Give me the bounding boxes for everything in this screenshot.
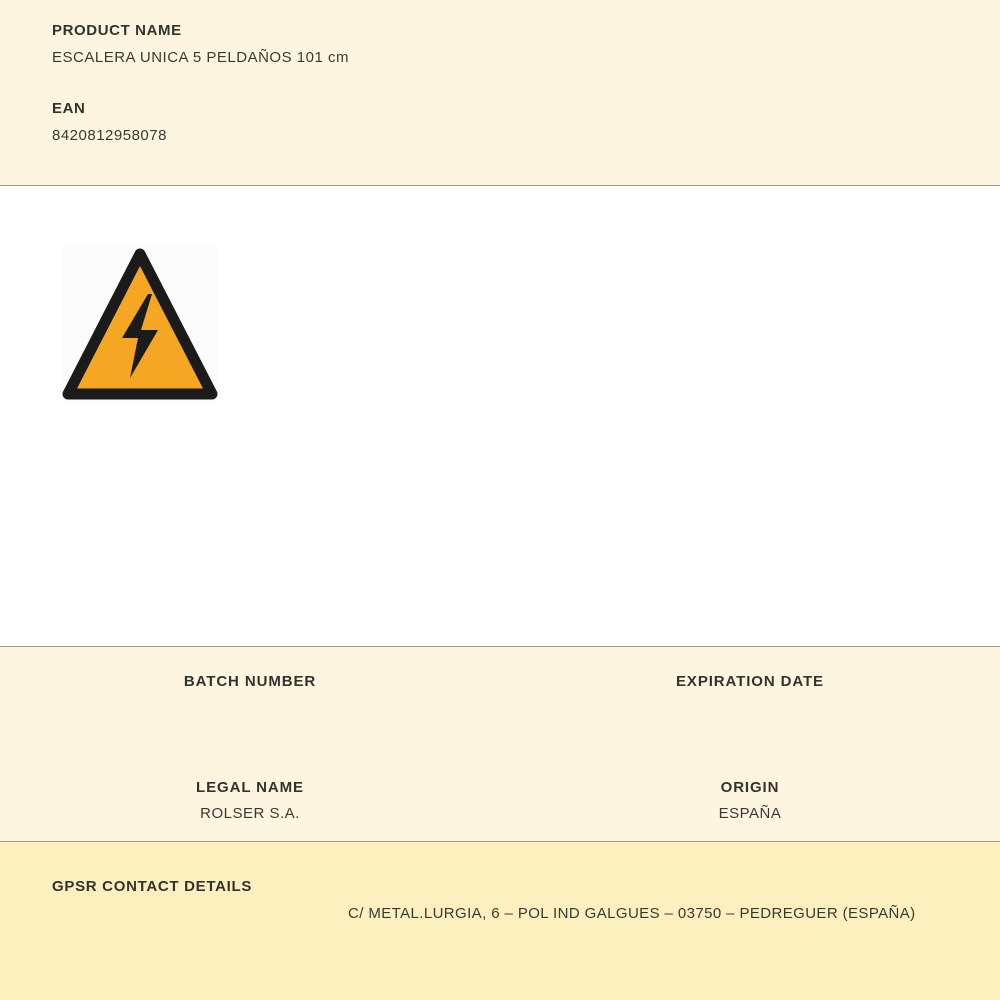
origin-cell — [500, 779, 1000, 823]
batch-number-cell — [0, 673, 500, 717]
gpsr-contact-label: GPSR CONTACT DETAILS — [52, 878, 253, 895]
legal-name-value: ROLSER S.A. — [200, 805, 300, 822]
ean-label: EAN — [52, 100, 86, 117]
legal-name-label: LEGAL NAME — [196, 779, 304, 796]
batch-number-value — [0, 699, 500, 717]
ean-value: 8420812958078 — [52, 127, 167, 144]
product-name-label: PRODUCT NAME — [52, 22, 182, 39]
origin-label: ORIGIN — [720, 779, 780, 796]
origin-value: ESPAÑA — [718, 805, 782, 822]
batch-row — [0, 673, 1000, 717]
product-name-value: ESCALERA UNICA 5 PELDAÑOS 101 cm — [52, 49, 349, 66]
gpsr-contact-value: C/ METAL.LURGIA, 6 – POL IND GALGUES – 03750 – PEDREGUER (ESPAÑA) — [348, 905, 916, 922]
grid-spacer — [0, 717, 1000, 779]
electrical-hazard-warning-icon — [62, 246, 218, 402]
expiration-date-label: EXPIRATION DATE — [676, 673, 824, 690]
legal-name-cell — [0, 779, 500, 823]
product-identification-section — [0, 0, 1000, 186]
batch-legal-section — [0, 647, 1000, 842]
legal-row — [0, 779, 1000, 823]
pictogram-section — [0, 186, 1000, 647]
expiration-date-value — [500, 699, 1000, 717]
batch-number-label: BATCH NUMBER — [183, 673, 317, 690]
gpsr-contact-section — [0, 842, 1000, 1000]
expiration-date-cell — [500, 673, 1000, 717]
